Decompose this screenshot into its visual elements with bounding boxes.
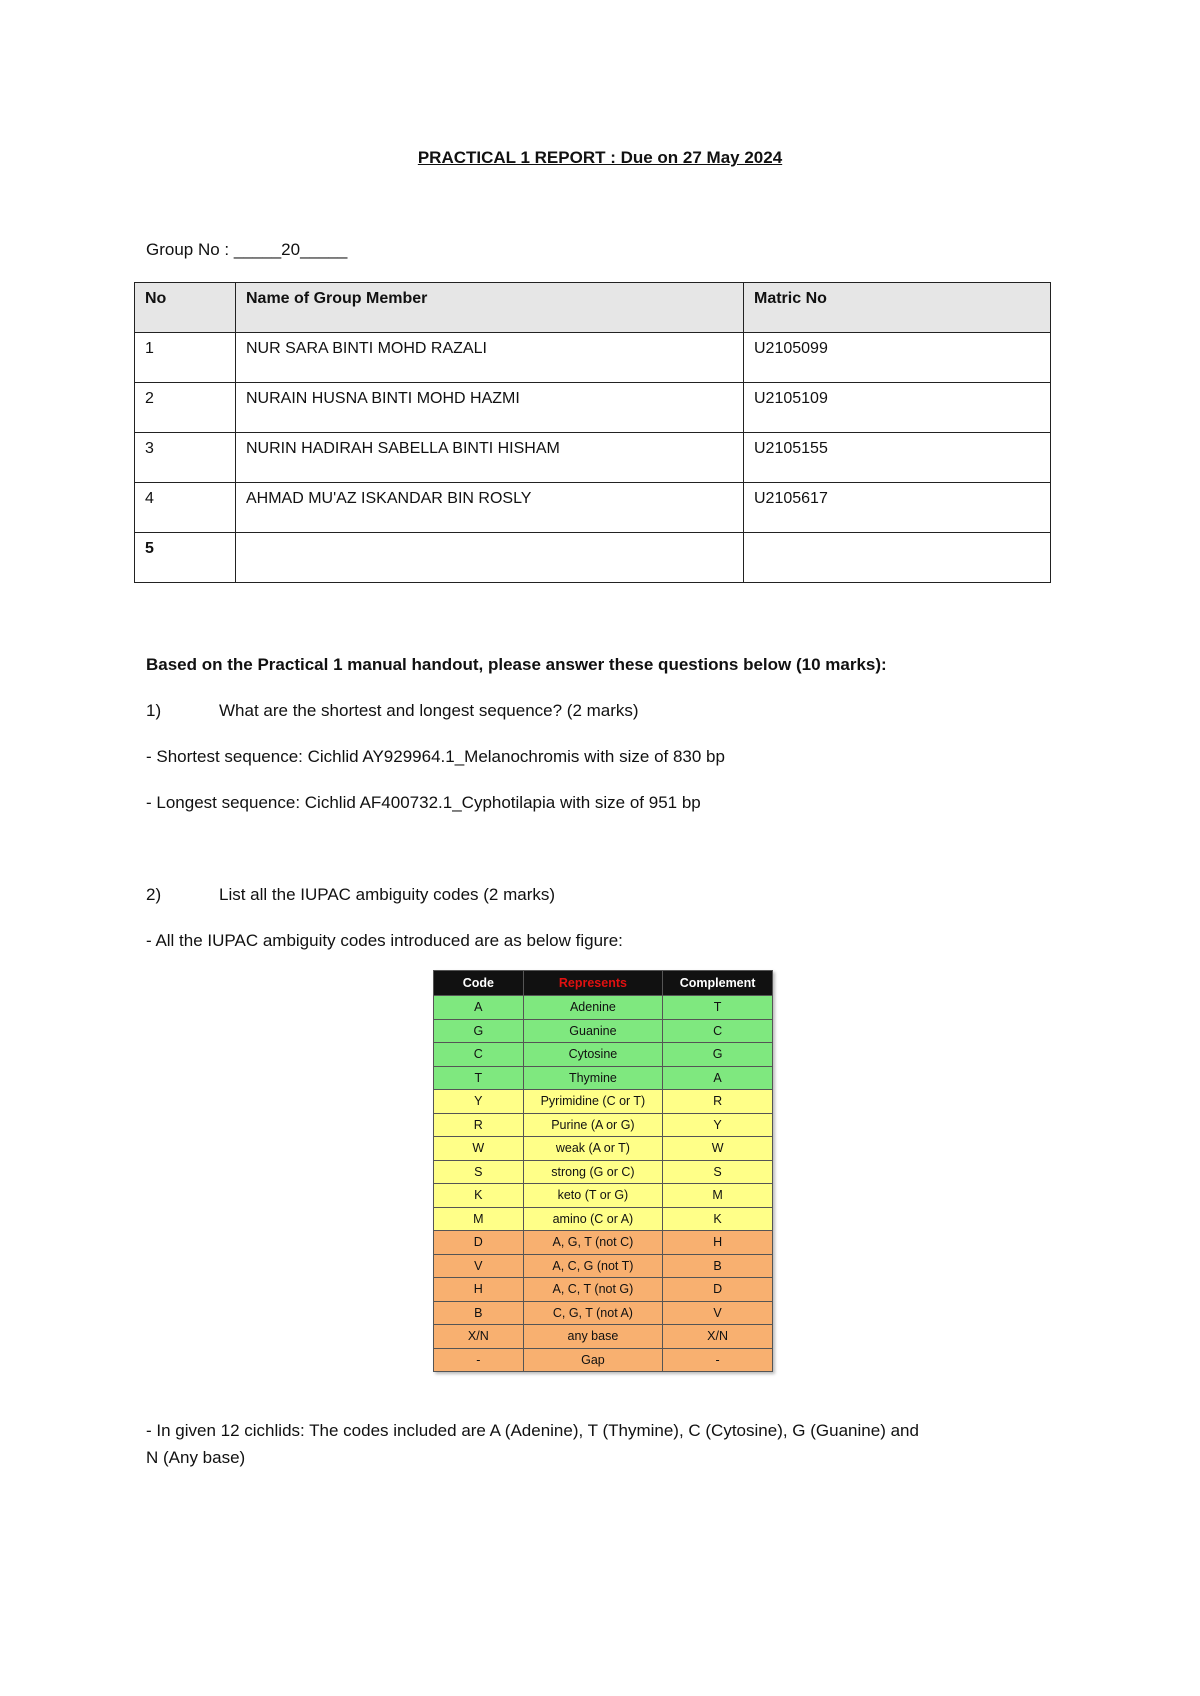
table-row xyxy=(135,533,1051,583)
iupac-row xyxy=(434,1066,773,1090)
question-1 xyxy=(146,701,639,721)
member-no: 2 xyxy=(135,383,236,433)
member-no: 3 xyxy=(135,433,236,483)
iupac-complement: R xyxy=(663,1090,773,1114)
header-matric: Matric No xyxy=(744,283,1051,333)
iupac-complement: M xyxy=(663,1184,773,1208)
report-title: PRACTICAL 1 REPORT : Due on 27 May 2024 xyxy=(417,148,783,167)
iupac-header-complement: Complement xyxy=(663,971,773,996)
member-matric: U2105099 xyxy=(744,333,1051,383)
iupac-code: T xyxy=(434,1066,524,1090)
header-no: No xyxy=(135,283,236,333)
iupac-code: W xyxy=(434,1137,524,1161)
iupac-code: K xyxy=(434,1184,524,1208)
iupac-represents: C, G, T (not A) xyxy=(523,1301,663,1325)
iupac-complement: B xyxy=(663,1254,773,1278)
iupac-represents: Thymine xyxy=(523,1066,663,1090)
iupac-code: V xyxy=(434,1254,524,1278)
iupac-row xyxy=(434,1348,773,1372)
table-row xyxy=(135,433,1051,483)
iupac-complement: H xyxy=(663,1231,773,1255)
question-2-number: 2) xyxy=(146,885,162,904)
iupac-represents: Gap xyxy=(523,1348,663,1372)
iupac-represents: any base xyxy=(523,1325,663,1349)
iupac-row xyxy=(434,1090,773,1114)
question-1-text: What are the shortest and longest sequence? (2 marks) xyxy=(219,701,639,720)
iupac-row xyxy=(434,1019,773,1043)
iupac-body xyxy=(434,996,773,1372)
iupac-complement: G xyxy=(663,1043,773,1067)
iupac-row xyxy=(434,996,773,1020)
iupac-header-represents: Represents xyxy=(523,971,663,996)
iupac-row xyxy=(434,1278,773,1302)
iupac-complement: V xyxy=(663,1301,773,1325)
iupac-row xyxy=(434,1160,773,1184)
iupac-complement: C xyxy=(663,1019,773,1043)
question-2-text: List all the IUPAC ambiguity codes (2 marks) xyxy=(219,885,556,904)
table-row xyxy=(135,383,1051,433)
answer-2-intro: - All the IUPAC ambiguity codes introduced are as below figure: xyxy=(146,931,623,950)
iupac-complement: - xyxy=(663,1348,773,1372)
iupac-row xyxy=(434,1184,773,1208)
iupac-represents: strong (G or C) xyxy=(523,1160,663,1184)
iupac-represents: A, C, T (not G) xyxy=(523,1278,663,1302)
iupac-code: C xyxy=(434,1043,524,1067)
iupac-header-code: Code xyxy=(434,971,524,996)
table-row xyxy=(135,483,1051,533)
header-name: Name of Group Member xyxy=(236,283,744,333)
iupac-code: R xyxy=(434,1113,524,1137)
question-2 xyxy=(146,885,555,905)
iupac-row xyxy=(434,1231,773,1255)
iupac-code: H xyxy=(434,1278,524,1302)
iupac-row xyxy=(434,1113,773,1137)
iupac-row xyxy=(434,1207,773,1231)
iupac-row xyxy=(434,1301,773,1325)
member-no: 5 xyxy=(135,533,236,583)
member-no: 1 xyxy=(135,333,236,383)
iupac-code: M xyxy=(434,1207,524,1231)
answer-2-line-2: N (Any base) xyxy=(146,1448,246,1467)
iupac-code: S xyxy=(434,1160,524,1184)
iupac-row xyxy=(434,1043,773,1067)
iupac-complement: T xyxy=(663,996,773,1020)
iupac-header-row xyxy=(434,971,773,996)
iupac-represents: amino (C or A) xyxy=(523,1207,663,1231)
iupac-code: G xyxy=(434,1019,524,1043)
iupac-code: Y xyxy=(434,1090,524,1114)
iupac-represents: A, C, G (not T) xyxy=(523,1254,663,1278)
iupac-represents: Guanine xyxy=(523,1019,663,1043)
iupac-represents: Purine (A or G) xyxy=(523,1113,663,1137)
member-name: NURAIN HUSNA BINTI MOHD HAZMI xyxy=(236,383,744,433)
member-name: NURIN HADIRAH SABELLA BINTI HISHAM xyxy=(236,433,744,483)
member-matric: U2105155 xyxy=(744,433,1051,483)
member-name: NUR SARA BINTI MOHD RAZALI xyxy=(236,333,744,383)
iupac-row xyxy=(434,1325,773,1349)
iupac-represents: Adenine xyxy=(523,996,663,1020)
iupac-complement: A xyxy=(663,1066,773,1090)
member-name: AHMAD MU'AZ ISKANDAR BIN ROSLY xyxy=(236,483,744,533)
iupac-codes-figure xyxy=(433,970,773,1372)
iupac-represents: Cytosine xyxy=(523,1043,663,1067)
iupac-complement: W xyxy=(663,1137,773,1161)
iupac-code: A xyxy=(434,996,524,1020)
iupac-complement: S xyxy=(663,1160,773,1184)
question-1-number: 1) xyxy=(146,701,162,720)
table-row xyxy=(135,333,1051,383)
iupac-row xyxy=(434,1254,773,1278)
member-matric: U2105109 xyxy=(744,383,1051,433)
iupac-code: B xyxy=(434,1301,524,1325)
group-value: _____20_____ xyxy=(233,240,348,259)
table-header-row xyxy=(135,283,1051,333)
iupac-represents: keto (T or G) xyxy=(523,1184,663,1208)
iupac-represents: weak (A or T) xyxy=(523,1137,663,1161)
answer-2-line-1: - In given 12 cichlids: The codes included are A (Adenine), T (Thymine), C (Cytosine), G (Guanine) and xyxy=(146,1421,919,1440)
instructions-heading: Based on the Practical 1 manual handout, please answer these questions below (10 marks): xyxy=(146,655,887,674)
iupac-complement: K xyxy=(663,1207,773,1231)
iupac-complement: Y xyxy=(663,1113,773,1137)
iupac-represents: A, G, T (not C) xyxy=(523,1231,663,1255)
iupac-code: X/N xyxy=(434,1325,524,1349)
members-table xyxy=(134,282,1051,583)
iupac-complement: D xyxy=(663,1278,773,1302)
answer-1-shortest: - Shortest sequence: Cichlid AY929964.1_Melanochromis with size of 830 bp xyxy=(146,747,725,766)
group-label: Group No : xyxy=(146,240,230,259)
answer-2-codes xyxy=(146,1421,1086,1468)
group-number xyxy=(146,240,347,260)
member-matric xyxy=(744,533,1051,583)
iupac-row xyxy=(434,1137,773,1161)
answer-1-longest: - Longest sequence: Cichlid AF400732.1_Cyphotilapia with size of 951 bp xyxy=(146,793,701,812)
member-no: 4 xyxy=(135,483,236,533)
iupac-represents: Pyrimidine (C or T) xyxy=(523,1090,663,1114)
member-matric: U2105617 xyxy=(744,483,1051,533)
iupac-code: D xyxy=(434,1231,524,1255)
iupac-code: - xyxy=(434,1348,524,1372)
iupac-complement: X/N xyxy=(663,1325,773,1349)
member-name xyxy=(236,533,744,583)
